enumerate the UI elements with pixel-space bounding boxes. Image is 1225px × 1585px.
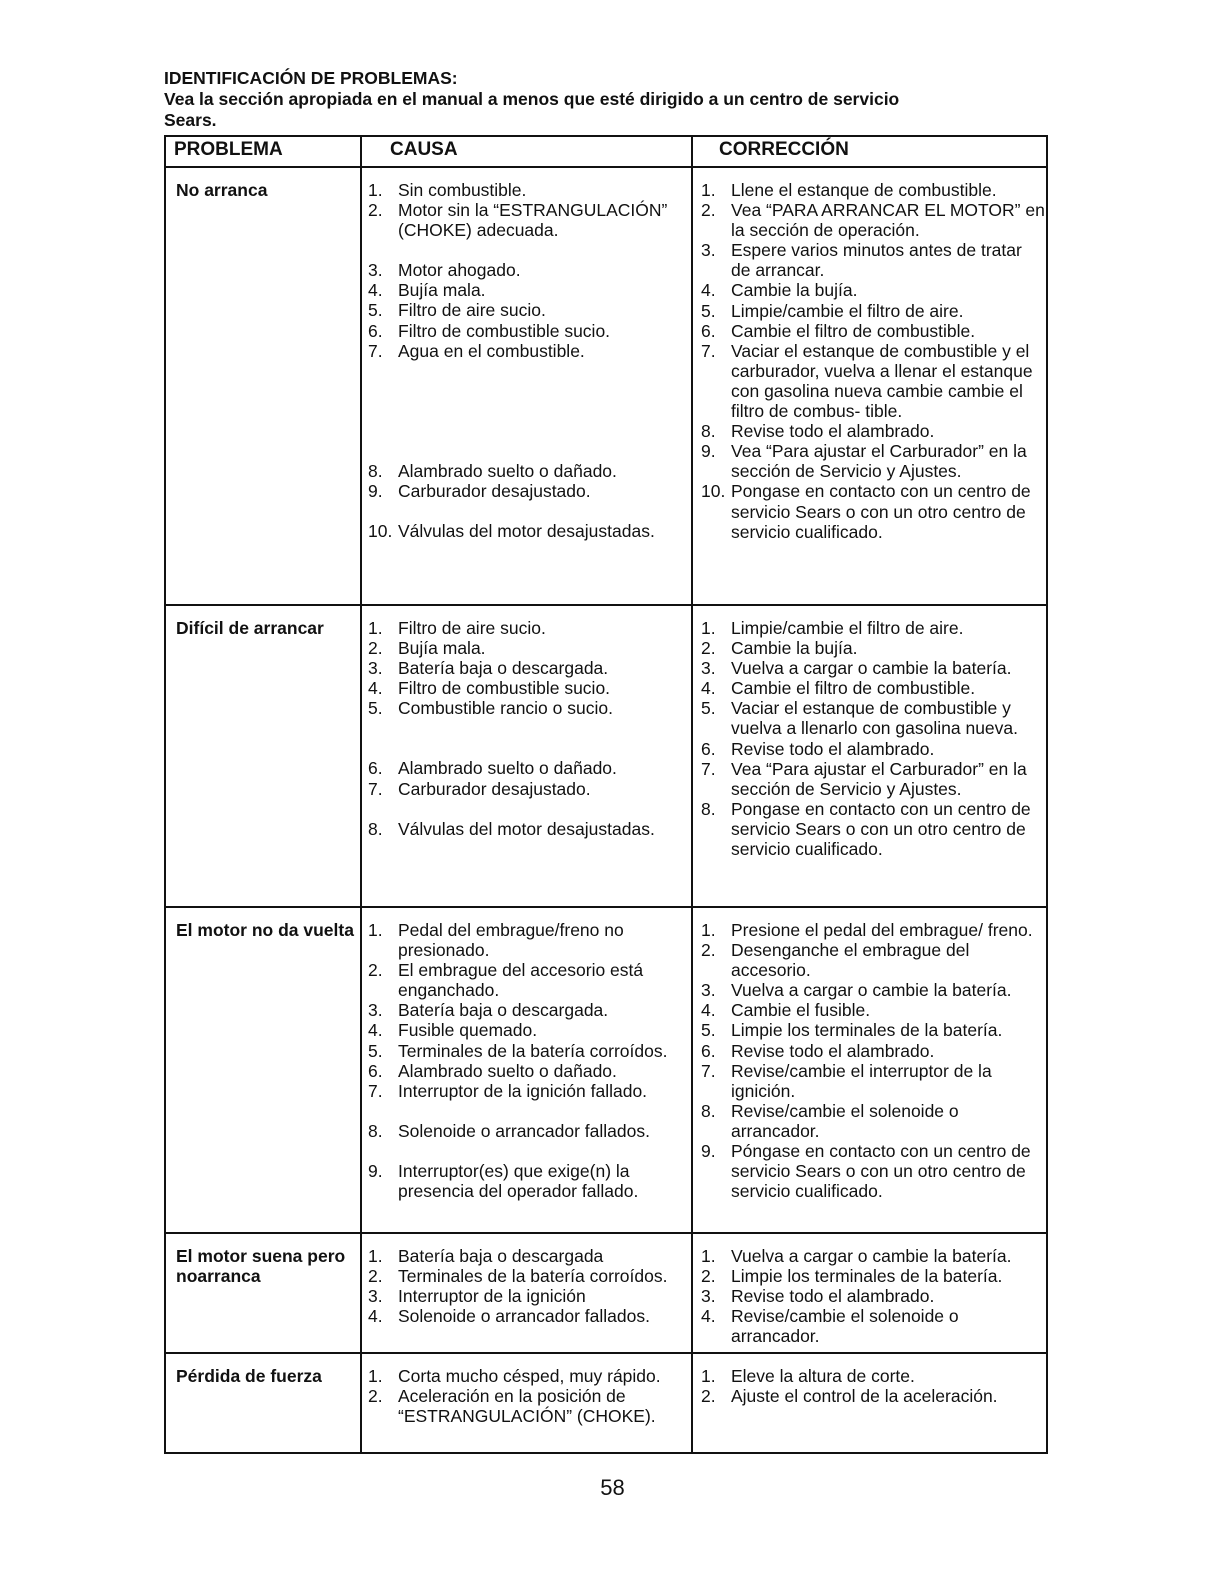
item-text: Filtro de combustible sucio. [398,678,611,699]
cause-item [368,1266,691,1286]
correction-list [693,1246,1046,1346]
item-text: Corta mucho césped, muy rápido. [398,1366,661,1386]
item-number: 3. [368,1000,383,1021]
item-text: Cambie la bujía. [731,280,858,301]
item-text: Llene el estanque de combustible. [731,180,997,200]
item-text: Vea “Para ajustar el Carburador” en la sección de Servicio y Ajustes. [731,441,1027,482]
correction-item [701,759,1046,799]
cause-list [362,180,691,541]
correction-cell [692,1353,1047,1453]
problem-cell: Pérdida de fuerza [165,1353,361,1453]
item-text: Alambrado suelto o dañado. [398,758,617,779]
item-text: Terminales de la batería corroídos. [398,1266,668,1287]
item-text: Limpie/cambie el filtro de aire. [731,618,964,638]
item-text: Interruptor de la ignición [398,1286,586,1307]
item-number: 7. [701,1060,716,1081]
item-text: Cambie el filtro de combustible. [731,678,976,699]
item-number: 6. [701,320,716,341]
cause-cell [361,605,692,907]
item-number: 1. [368,618,383,638]
correction-item [701,920,1046,940]
item-text: Limpie los terminales de la batería. [731,1020,1003,1041]
item-number: 4. [368,280,383,301]
item-text: Filtro de aire sucio. [398,618,546,638]
item-text: Terminales de la batería corroídos. [398,1040,668,1061]
correction-item [701,341,1046,421]
cause-item [368,698,691,718]
item-number: 9. [701,1141,716,1162]
correction-item [701,799,1046,859]
cause-item [368,1386,691,1426]
item-number: 3. [368,1286,383,1307]
cause-item [368,521,691,541]
item-text: Batería baja o descargada [398,1246,604,1266]
item-number: 4. [701,1000,716,1021]
correction-cell [692,167,1047,605]
correction-item [701,739,1046,759]
item-number: 5. [701,698,716,719]
item-text: Ajuste el control de la aceleración. [731,1386,998,1407]
troubleshooting-table [164,135,1048,1454]
correction-item [701,280,1046,300]
problem-cell: El motor no da vuelta [165,907,361,1233]
problem-cell: No arranca [165,167,361,605]
correction-item [701,180,1046,200]
correction-item [701,1266,1046,1286]
table-row [165,1233,1047,1353]
table-row [165,605,1047,907]
item-number: 8. [701,798,716,819]
cause-list [362,618,691,839]
cause-item [368,638,691,658]
item-number: 2. [368,1386,383,1407]
item-text: Revise/cambie el solenoide o arrancador. [731,1100,959,1141]
cause-item [368,341,691,361]
item-text: Motor sin la “ESTRANGULACIÓN” (CHOKE) adecuada. [398,200,668,241]
cause-item [368,960,691,1000]
heading-line-2: Vea la sección apropiada en el manual a menos que esté dirigido a un centro de servicio [164,89,900,109]
item-number: 2. [701,200,716,221]
item-text: Filtro de aire sucio. [398,300,546,321]
cause-item [368,1246,691,1266]
item-text: Interruptor de la ignición fallado. [398,1080,648,1101]
item-number: 4. [701,1306,716,1327]
cause-list [362,1366,691,1426]
item-number: 5. [701,300,716,321]
item-text: Vea “Para ajustar el Carburador” en la sección de Servicio y Ajustes. [731,758,1027,799]
item-text: Vea “PARA ARRANCAR EL MOTOR” en la sección de operación. [731,200,1045,241]
item-number: 5. [368,1040,383,1061]
item-text: Agua en el combustible. [398,340,585,361]
correction-list [693,920,1046,1201]
header-problema: PROBLEMA [165,136,361,167]
correction-list [693,618,1046,859]
problem-cell: Difícil de arrancar [165,605,361,907]
correction-cell [692,605,1047,907]
item-text: Motor ahogado. [398,260,521,281]
item-number: 7. [368,340,383,361]
cause-item [368,920,691,960]
item-number: 1. [701,618,716,638]
item-text: Solenoide o arrancador fallados. [398,1306,650,1327]
correction-item [701,1286,1046,1306]
correction-item [701,301,1046,321]
item-text: Vuelva a cargar o cambie la batería. [731,658,1012,679]
item-text: Eleve la altura de corte. [731,1366,915,1386]
item-text: Batería baja o descargada. [398,658,609,679]
item-number: 3. [368,658,383,679]
cause-item [368,481,691,501]
item-text: Pedal del embrague/freno no presionado. [398,920,624,961]
correction-item [701,1246,1046,1266]
correction-list [693,1366,1046,1406]
heading-title: IDENTIFICACIÓN DE PROBLEMAS: [164,68,458,88]
item-number: 2. [368,960,383,981]
item-number: 3. [701,658,716,679]
correction-item [701,658,1046,678]
item-number: 4. [368,1020,383,1041]
correction-item [701,481,1046,541]
correction-item [701,678,1046,698]
item-number: 3. [701,240,716,261]
item-text: Válvulas del motor desajustadas. [398,520,655,541]
cause-item [368,678,691,698]
table-header-row [165,136,1047,167]
correction-item [701,1366,1046,1386]
correction-item [701,980,1046,1000]
item-number: 7. [701,758,716,779]
cause-item [368,321,691,341]
correction-item [701,1020,1046,1040]
item-number: 3. [701,1286,716,1307]
item-number: 2. [701,638,716,659]
item-number: 6. [701,1040,716,1061]
item-number: 4. [368,1306,383,1327]
item-number: 6. [368,758,383,779]
correction-item [701,698,1046,738]
header-causa: CAUSA [361,136,692,167]
cause-item [368,180,691,200]
table-row [165,1353,1047,1453]
correction-item [701,1386,1046,1406]
item-text: Interruptor(es) que exige(n) la presencia del operador fallado. [398,1160,639,1202]
item-number: 4. [368,678,383,699]
cause-item [368,758,691,778]
item-number: 2. [368,200,383,221]
item-text: Cambie la bujía. [731,638,858,659]
cause-item [368,280,691,300]
cause-cell [361,1233,692,1353]
item-text: Solenoide o arrancador fallados. [398,1120,650,1141]
item-text: Espere varios minutos antes de tratar de arrancar. [731,240,1022,281]
cause-item [368,658,691,678]
item-text: Aceleración en la posición de “ESTRANGULACIÓN” (CHOKE). [398,1386,656,1427]
item-number: 1. [368,1366,383,1386]
item-text: Revise todo el alambrado. [731,421,935,442]
correction-item [701,321,1046,341]
item-number: 1. [701,1246,716,1266]
item-text: Alambrado suelto o dañado. [398,460,617,481]
item-text: Pongase en contacto con un centro de servicio Sears o con un otro centro de servicio cualificado. [731,481,1031,542]
cause-item [368,200,691,240]
item-number: 5. [368,300,383,321]
correction-item [701,240,1046,280]
item-number: 1. [701,180,716,200]
cause-item [368,1121,691,1141]
cause-item [368,1306,691,1326]
cause-item [368,1366,691,1386]
cause-item [368,819,691,839]
item-text: Revise/cambie el solenoide o arrancador. [731,1306,959,1347]
item-number: 7. [368,778,383,799]
cause-item [368,1041,691,1061]
heading-line-3: Sears. [164,110,217,130]
correction-item [701,1141,1046,1201]
cause-cell [361,167,692,605]
item-text: Revise/cambie el interruptor de la ignición. [731,1060,992,1101]
item-number: 5. [368,698,383,719]
page-number: 58 [600,1475,625,1500]
item-text: Cambie el fusible. [731,1000,871,1021]
item-number: 3. [368,260,383,281]
item-number: 2. [701,940,716,961]
correction-item [701,1041,1046,1061]
item-text: Presione el pedal del embrague/ freno. [731,920,1033,940]
cause-item [368,1020,691,1040]
cause-item [368,1061,691,1081]
item-number: 8. [701,1100,716,1121]
cause-item [368,779,691,799]
item-number: 1. [368,180,383,200]
item-number: 5. [701,1020,716,1041]
item-number: 8. [701,421,716,442]
item-number: 6. [701,738,716,759]
item-text: Revise todo el alambrado. [731,738,935,759]
item-text: Combustible rancio o sucio. [398,698,613,719]
item-number: 9. [368,1160,383,1181]
item-text: Pongase en contacto con un centro de servicio Sears o con un otro centro de servicio cualificado. [731,798,1031,860]
cause-item [368,1081,691,1101]
item-number: 3. [701,980,716,1001]
item-text: Cambie el filtro de combustible. [731,320,976,341]
correction-item [701,940,1046,980]
item-text: Carburador desajustado. [398,480,591,501]
cause-item [368,300,691,320]
correction-item [701,441,1046,481]
item-number: 9. [701,441,716,462]
item-number: 8. [368,818,383,839]
cause-cell [361,907,692,1233]
item-text: Bujía mala. [398,280,486,301]
cause-item [368,618,691,638]
table-row [165,167,1047,605]
page-heading [164,68,1064,131]
item-text: El embrague del accesorio está enganchado. [398,960,644,1001]
item-number: 2. [368,638,383,659]
item-number: 1. [701,1366,716,1386]
correction-item [701,421,1046,441]
item-number: 8. [368,1120,383,1141]
item-number: 2. [701,1386,716,1407]
item-number: 2. [368,1266,383,1287]
item-number: 1. [368,920,383,940]
correction-item [701,1306,1046,1346]
table-row [165,907,1047,1233]
correction-item [701,1000,1046,1020]
item-text: Desenganche el embrague del accesorio. [731,940,970,981]
item-number: 4. [701,678,716,699]
correction-cell [692,907,1047,1233]
item-text: Filtro de combustible sucio. [398,320,611,341]
item-text: Vuelva a cargar o cambie la batería. [731,1246,1012,1266]
item-number: 10. [368,520,393,541]
cause-list [362,1246,691,1326]
item-text: Fusible quemado. [398,1020,538,1041]
cause-item [368,1286,691,1306]
table-body [165,167,1047,1453]
item-number: 10. [701,481,726,502]
item-number: 1. [368,1246,383,1266]
item-number: 9. [368,480,383,501]
item-text: Vaciar el estanque de combustible y el carburador, vuelva a llenar el estanque con gasolina nueva cambie cambie el filtro de combus- tible. [731,340,1033,422]
cause-item [368,461,691,481]
item-text: Válvulas del motor desajustadas. [398,818,655,839]
item-number: 7. [368,1080,383,1101]
item-text: Limpie/cambie el filtro de aire. [731,300,964,321]
correction-item [701,200,1046,240]
item-number: 4. [701,280,716,301]
correction-cell [692,1233,1047,1353]
item-text: Alambrado suelto o dañado. [398,1060,617,1081]
item-text: Vaciar el estanque de combustible y vuelva a llenarlo con gasolina nueva. [731,698,1018,739]
item-number: 8. [368,460,383,481]
item-text: Sin combustible. [398,180,527,200]
header-correccion: CORRECCIÓN [692,136,1047,167]
item-text: Carburador desajustado. [398,778,591,799]
item-text: Limpie los terminales de la batería. [731,1266,1003,1287]
item-number: 1. [701,920,716,940]
cause-cell [361,1353,692,1453]
correction-item [701,1061,1046,1101]
item-number: 6. [368,320,383,341]
item-text: Revise todo el alambrado. [731,1040,935,1061]
correction-item [701,1101,1046,1141]
item-number: 6. [368,1060,383,1081]
correction-item [701,638,1046,658]
item-text: Bujía mala. [398,638,486,659]
cause-item [368,1000,691,1020]
item-text: Póngase en contacto con un centro de servicio Sears o con un otro centro de servicio cualificado. [731,1141,1031,1202]
correction-item [701,618,1046,638]
item-number: 7. [701,340,716,361]
cause-list [362,920,691,1201]
cause-item [368,1161,691,1201]
cause-item [368,260,691,280]
correction-list [693,180,1046,542]
item-number: 2. [701,1266,716,1287]
item-text: Vuelva a cargar o cambie la batería. [731,980,1012,1001]
item-text: Batería baja o descargada. [398,1000,609,1021]
item-text: Revise todo el alambrado. [731,1286,935,1307]
problem-cell: El motor suena pero noarranca [165,1233,361,1353]
